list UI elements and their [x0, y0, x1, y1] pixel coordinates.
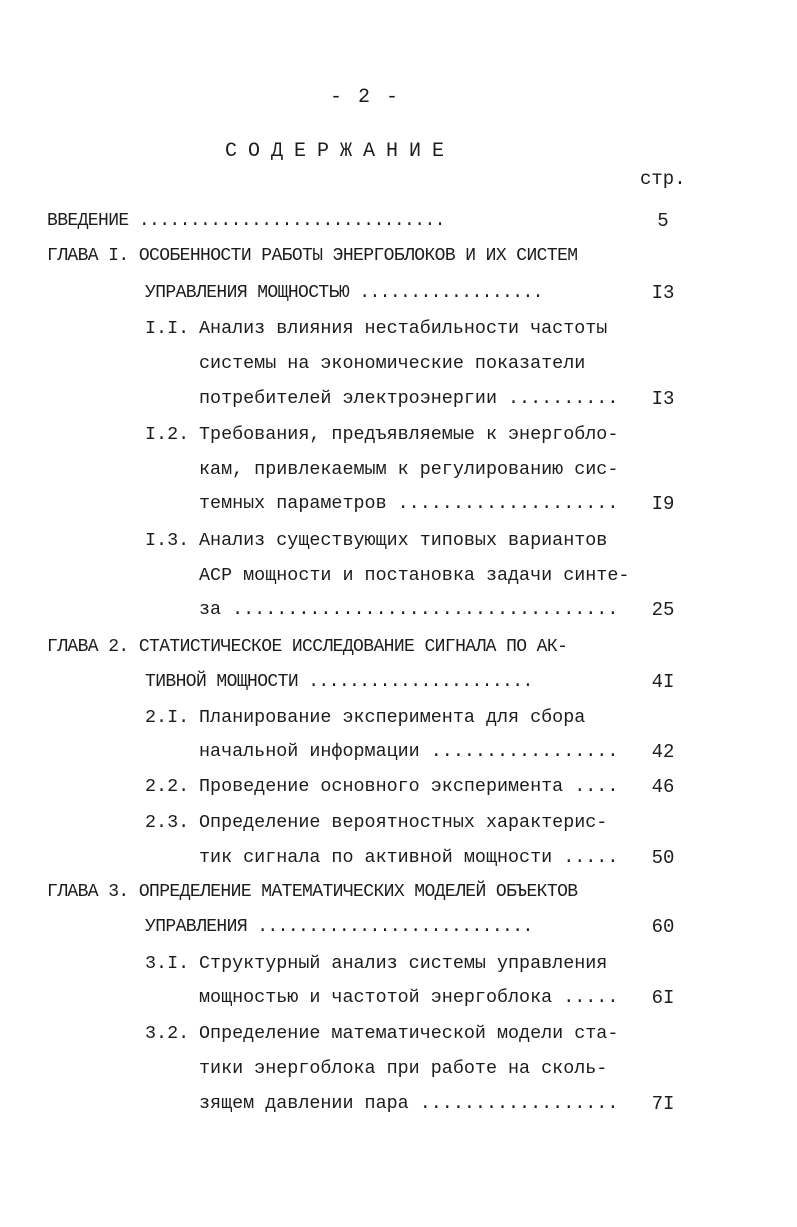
toc-section-line: тики энергоблока при работе на сколь- [199, 1058, 608, 1079]
toc-section-line: за ................................... [199, 599, 619, 620]
page-number: - 2 - [329, 86, 400, 109]
toc-page: 50 [651, 847, 675, 869]
toc-section-line: тик сигнала по активной мощности ..... [199, 847, 619, 868]
toc-page: I3 [651, 388, 675, 410]
toc-chapter-2-line2: ТИВНОЙ МОЩНОСТИ ...................... [145, 672, 533, 692]
toc-section-number: I.I. [145, 318, 190, 339]
toc-section-line: темных параметров .................... [199, 493, 619, 514]
toc-section-number: I.3. [145, 530, 190, 551]
toc-page: 4I [651, 671, 675, 693]
toc-section-line: системы на экономические показатели [199, 353, 586, 374]
toc-section-number: 2.3. [145, 812, 190, 833]
toc-page: I3 [651, 282, 675, 304]
toc-page: I9 [651, 493, 675, 515]
toc-chapter-3-line2: УПРАВЛЕНИЯ ........................... [145, 917, 533, 937]
toc-section-line: Требования, предъявляемые к энергобло- [199, 424, 619, 445]
toc-section-line: Определение математической модели ста- [199, 1023, 619, 1044]
toc-chapter-1-line1: ГЛАВА I. ОСОБЕННОСТИ РАБОТЫ ЭНЕРГОБЛОКОВ И ИХ СИСТЕМ [47, 246, 578, 266]
toc-page: 25 [651, 599, 675, 621]
toc-section-number: 2.2. [145, 776, 190, 797]
toc-page: 5 [657, 210, 669, 232]
toc-section-line: Планирование эксперимента для сбора [199, 707, 586, 728]
toc-page: 60 [651, 916, 675, 938]
page-column-label: стр. [640, 168, 686, 190]
toc-page: 6I [651, 987, 675, 1009]
toc-chapter-3-line1: ГЛАВА 3. ОПРЕДЕЛЕНИЕ МАТЕМАТИЧЕСКИХ МОДЕЛЕЙ ОБЪЕКТОВ [47, 882, 578, 902]
toc-intro: ВВЕДЕНИЕ .............................. [47, 211, 445, 231]
toc-page: 42 [651, 741, 675, 763]
toc-chapter-1-line2: УПРАВЛЕНИЯ МОЩНОСТЬЮ .................. [145, 283, 543, 303]
toc-section-line: потребителей электроэнергии .......... [199, 388, 619, 409]
toc-section-line: зящем давлении пара .................. [199, 1093, 619, 1114]
toc-section-line: Структурный анализ системы управления [199, 953, 608, 974]
toc-section-line: Анализ существующих типовых вариантов [199, 530, 608, 551]
toc-section-number: 3.I. [145, 953, 190, 974]
toc-section-number: I.2. [145, 424, 190, 445]
toc-section-line: мощностью и частотой энергоблока ..... [199, 987, 619, 1008]
toc-section-number: 2.I. [145, 707, 190, 728]
toc-section-line: Проведение основного эксперимента .... [199, 776, 619, 797]
toc-page: 7I [651, 1093, 675, 1115]
toc-section-line: АСР мощности и постановка задачи синте- [199, 565, 630, 586]
toc-section-line: кам, привлекаемым к регулированию сис- [199, 459, 619, 480]
page-title: СОДЕРЖАНИЕ [224, 140, 456, 163]
toc-section-line: Анализ влияния нестабильности частоты [199, 318, 608, 339]
toc-section-line: Определение вероятностных характерис- [199, 812, 608, 833]
toc-section-number: 3.2. [145, 1023, 190, 1044]
toc-chapter-2-line1: ГЛАВА 2. СТАТИСТИЧЕСКОЕ ИССЛЕДОВАНИЕ СИГНАЛА ПО АК- [47, 637, 568, 657]
toc-page: 46 [651, 776, 675, 798]
toc-section-line: начальной информации ................. [199, 741, 619, 762]
